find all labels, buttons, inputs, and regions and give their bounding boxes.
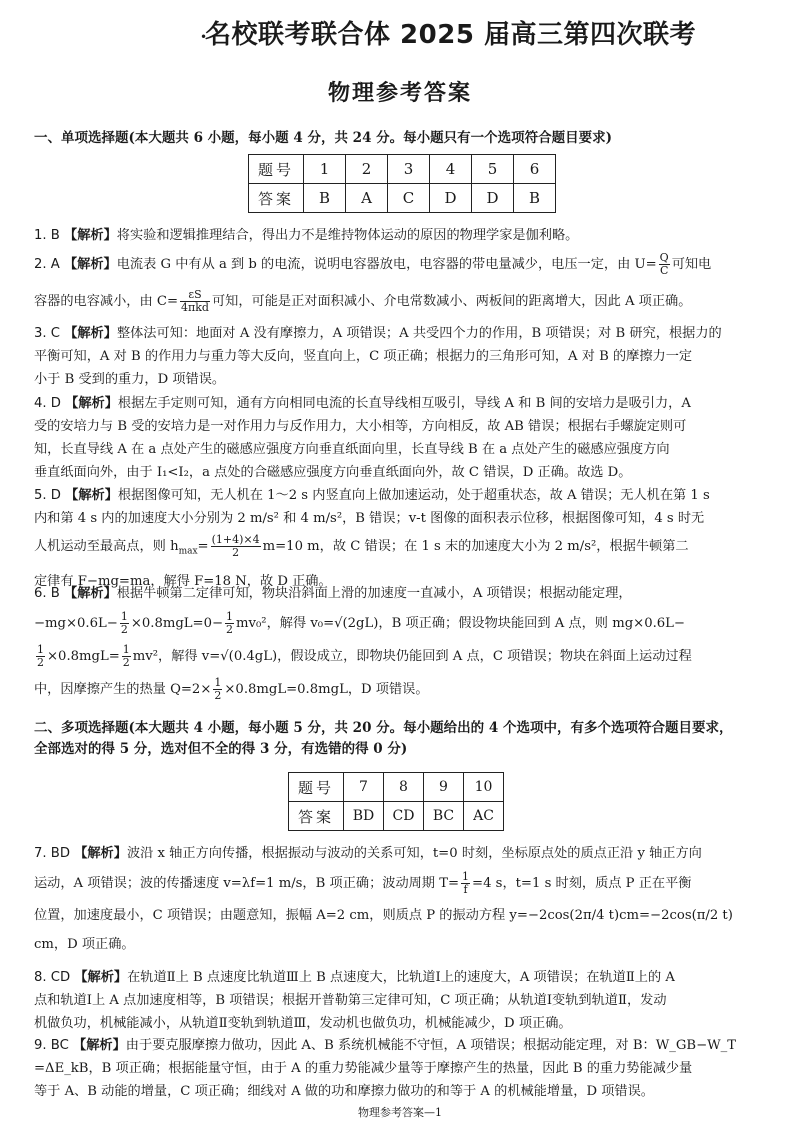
analysis-tag: 【解析】 — [73, 1038, 126, 1053]
table-row — [289, 802, 504, 831]
text-line — [34, 871, 774, 896]
subscript: max — [178, 546, 198, 557]
document-title: 物理参考答案 — [327, 81, 472, 106]
text-span: 电流表 G 中有从 a 到 b 的电流，说明电容器放电，电容器的带电量减少，电压一定，由 U= — [116, 257, 657, 272]
table-header-cell: 答案 — [249, 184, 304, 213]
text-line — [34, 322, 774, 345]
table-cell: B — [304, 184, 346, 213]
bullet-dot: • — [200, 30, 208, 44]
text-line — [34, 224, 774, 247]
table-cell: BD — [344, 802, 384, 831]
analysis-tag: 【解析】 — [64, 586, 117, 601]
question-1-explanation — [34, 224, 774, 247]
text-line: 受的安培力与 B 受的安培力是一对作用力与反作用力，大小相等，方向相反，故 AB 错误；根据右手螺旋定则可 — [34, 419, 687, 434]
fraction-numerator: 1 — [214, 677, 222, 689]
table-cell: 3 — [388, 155, 430, 184]
fraction-denominator: f — [463, 883, 468, 896]
analysis-tag: 【解析】 — [64, 326, 117, 341]
text-line — [34, 611, 774, 636]
text-line: 内和第 4 s 内的加速度大小分别为 2 m/s² 和 4 m/s²，B 错误；v-t 图像的面积表示位移，根据图像可知，4 s 时无 — [34, 511, 705, 526]
text-line — [34, 534, 774, 564]
answer-table-multiple — [288, 772, 504, 831]
analysis-tag: 【解析】 — [74, 970, 128, 985]
table-cell: 4 — [430, 155, 472, 184]
text-span: =4 s，t=1 s 时刻，质点 P 正在平衡 — [472, 876, 692, 891]
question-9-explanation — [34, 1034, 774, 1103]
text-span: 将实验和逻辑推理结合，得出力不是维持物体运动的原因的物理学家是伽利略。 — [116, 228, 579, 243]
question-number: 4. D — [34, 396, 61, 411]
fraction — [225, 611, 234, 636]
fraction — [659, 252, 670, 277]
text-span: 中，因摩擦产生的热量 Q=2× — [34, 682, 212, 697]
text-line: 点和轨道Ⅰ上 A 点加速度相等，B 项错误；根据开普勒第三定律可知，C 项正确；从轨道Ⅰ变轨到轨道Ⅱ，发动 — [34, 993, 667, 1008]
table-cell: D — [472, 184, 514, 213]
question-8-explanation — [34, 966, 774, 1035]
table-cell: D — [430, 184, 472, 213]
question-7-explanation — [34, 842, 774, 956]
text-span: ×0.8mgL=0− — [130, 616, 224, 631]
text-span: ×0.8mgL=0.8mgL，D 项错误。 — [224, 682, 429, 697]
table-cell: 2 — [346, 155, 388, 184]
text-line: 全部选对的得 5 分，选对但不全的得 3 分，有选错的得 0 分) — [34, 741, 408, 757]
fraction — [211, 534, 261, 559]
fraction — [213, 677, 222, 702]
question-5-explanation — [34, 484, 774, 593]
question-number: 6. B — [34, 586, 60, 601]
text-line — [34, 842, 774, 865]
text-span: 整体法可知：地面对 A 没有摩擦力，A 项错误；A 共受四个力的作用，B 项错误；对 B 研究，根据力的 — [116, 326, 722, 341]
fraction — [461, 871, 470, 896]
fraction — [36, 644, 45, 669]
section-multiple-choice-title — [34, 718, 774, 760]
table-row — [289, 773, 504, 802]
question-number: 1. B — [34, 228, 60, 243]
fraction-denominator: 2 — [120, 623, 128, 636]
text-line: 位置，加速度最小，C 项错误；由题意知，振幅 A=2 cm，则质点 P 的振动方程 y=−2cos(2π/4 t)cm=−2cos(π/2 t) — [34, 908, 733, 923]
exam-title: 名校联考联合体 2025 届高三第四次联考 — [205, 20, 696, 50]
question-3-explanation — [34, 322, 774, 391]
table-cell: 9 — [424, 773, 464, 802]
text-span: m=10 m，故 C 错误；在 1 s 末的加速度大小为 2 m/s²，根据牛顿第二 — [262, 539, 689, 554]
text-span: 运动，A 项错误；波的传播速度 v=λf=1 m/s，B 项正确；波动周期 T= — [34, 876, 460, 891]
fraction — [180, 289, 210, 314]
question-6-explanation — [34, 582, 774, 702]
text-span: 容器的电容减小，由 C= — [34, 294, 179, 309]
text-line — [34, 392, 774, 415]
text-line — [34, 252, 774, 277]
text-span: −mg×0.6L− — [34, 616, 118, 631]
text-line: 垂直纸面向外，由于 I₁<I₂，a 点处的合磁感应强度方向垂直纸面向外，故 C 错误，D 正确。故选 D。 — [34, 465, 632, 480]
question-number: 8. CD — [34, 970, 71, 985]
analysis-tag: 【解析】 — [65, 396, 118, 411]
fraction-denominator: 2 — [37, 656, 44, 669]
table-cell: CD — [384, 802, 424, 831]
table-cell: AC — [464, 802, 504, 831]
text-span: 根据图像可知，无人机在 1～2 s 内竖直向上做加速运动，处于超重状态，故 A 错误；无人机在第 1 s — [117, 488, 710, 503]
text-line: 机做负功，机械能减小，从轨道Ⅱ变轨到轨道Ⅲ，发动机也做负功，机械能减少，D 项正确。 — [34, 1016, 572, 1031]
fraction-numerator: 1 — [37, 644, 44, 656]
answer-table-single — [248, 154, 556, 213]
text-span: = — [197, 539, 209, 554]
text-span: 可知，可能是正对面积减小、介电常数减小、两板间的距离增大，因此 A 项正确。 — [211, 294, 692, 309]
text-line — [34, 677, 774, 702]
question-number: 7. BD — [34, 846, 70, 861]
question-4-explanation — [34, 392, 774, 484]
text-line: 二、多项选择题(本大题共 4 小题，每小题 5 分，共 20 分。每小题给出的 4 个选项中，有多个选项符合题目要求， — [34, 720, 733, 736]
text-span: 人机运动至最高点，则 h — [34, 539, 179, 554]
table-row — [249, 155, 556, 184]
section-single-choice-title: 一、单项选择题(本大题共 6 小题，每小题 4 分，共 24 分。每小题只有一个选项符合题目要求) — [34, 130, 613, 146]
table-cell: C — [388, 184, 430, 213]
question-number: 9. BC — [34, 1038, 69, 1053]
text-line: 知，长直导线 A 在 a 点处产生的磁感应强度方向垂直纸面向里，长直导线 B 在 a 点处产生的磁感应强度方向 — [34, 442, 670, 457]
fraction-denominator: 2 — [226, 623, 234, 636]
analysis-tag: 【解析】 — [65, 488, 118, 503]
text-line: 定律有 F−mg=ma，解得 F=18 N，故 D 正确。 — [34, 573, 332, 589]
fraction-denominator: 2 — [122, 656, 130, 669]
table-cell: 7 — [344, 773, 384, 802]
text-line — [34, 289, 774, 314]
fraction-denominator: 4πkd — [181, 301, 209, 314]
fraction-numerator: 1 — [462, 871, 470, 883]
text-line — [34, 484, 774, 507]
fraction-denominator: 2 — [232, 546, 240, 559]
fraction-numerator: (1+4)×4 — [211, 534, 260, 546]
text-span: mv₀²，解得 v₀=√(2gL)，B 项正确；假设物块能回到 A 点，则 mg×0.6L− — [236, 616, 685, 631]
fraction-denominator: C — [659, 264, 669, 277]
text-line — [34, 644, 774, 669]
text-line: =ΔE_kB，B 项正确；根据能量守恒，由于 A 的重力势能减少量等于摩擦产生的热量，因此 B 的重力势能减少量 — [34, 1061, 693, 1076]
text-line: 小于 B 受到的重力，D 项错误。 — [34, 372, 226, 387]
text-span: 在轨道Ⅱ上 B 点速度比轨道Ⅲ上 B 点速度大，比轨道Ⅰ上的速度大，A 项错误；在轨道Ⅱ上的 A — [127, 970, 675, 985]
question-2-explanation — [34, 252, 774, 314]
text-span: 波沿 x 轴正方向传播，根据振动与波动的关系可知，t=0 时刻，坐标原点处的质点正沿 y 轴正方向 — [126, 846, 702, 861]
page-footer: 物理参考答案—1 — [358, 1106, 442, 1119]
text-span: mv²，解得 v=√(0.4gL)，假设成立，即物块仍能回到 A 点，C 项错误；物块在斜面上运动过程 — [132, 649, 692, 664]
table-cell: 10 — [464, 773, 504, 802]
table-cell: 6 — [514, 155, 556, 184]
text-span: 根据牛顿第二定律可知，物块沿斜面上滑的加速度一直减小，A 项错误；根据动能定理， — [116, 586, 632, 601]
text-line — [34, 582, 774, 605]
table-cell: BC — [424, 802, 464, 831]
table-cell: 8 — [384, 773, 424, 802]
table-header-cell: 答案 — [289, 802, 344, 831]
text-span: 根据左手定则可知，通有方向相同电流的长直导线相互吸引，导线 A 和 B 间的安培力是吸引力，A — [117, 396, 691, 411]
table-cell: A — [346, 184, 388, 213]
text-line: cm，D 项正确。 — [34, 937, 135, 952]
fraction-numerator: εS — [180, 289, 210, 302]
table-cell: B — [514, 184, 556, 213]
table-row — [249, 184, 556, 213]
text-span: 由于要克服摩擦力做功，因此 A、B 系统机械能不守恒，A 项错误；根据动能定理，对 B：W_GB−W_T — [125, 1038, 737, 1053]
fraction — [122, 644, 131, 669]
table-cell: 1 — [304, 155, 346, 184]
fraction-numerator: 1 — [226, 611, 234, 623]
text-line: 平衡可知，A 对 B 的作用力与重力等大反向，竖直向上，C 项正确；根据力的三角形可知，A 对 B 的摩擦力一定 — [34, 349, 693, 364]
table-cell: 5 — [472, 155, 514, 184]
analysis-tag: 【解析】 — [64, 257, 117, 272]
fraction — [120, 611, 129, 636]
fraction-numerator: Q — [659, 252, 669, 264]
table-header-cell: 题号 — [249, 155, 304, 184]
text-line: 等于 A、B 动能的增量，C 项正确；细线对 A 做的功和摩擦力做功的和等于 A 的机械能增量，D 项错误。 — [34, 1084, 654, 1099]
text-span: ×0.8mgL= — [47, 649, 120, 664]
question-number: 2. A — [34, 257, 60, 272]
analysis-tag: 【解析】 — [74, 846, 127, 861]
text-span: 可知电 — [671, 257, 712, 272]
analysis-tag: 【解析】 — [64, 228, 117, 243]
text-line — [34, 1034, 774, 1057]
fraction-denominator: 2 — [214, 689, 222, 702]
text-line — [34, 966, 774, 989]
fraction-numerator: 1 — [120, 611, 128, 623]
question-number: 3. C — [34, 326, 60, 341]
table-header-cell: 题号 — [289, 773, 344, 802]
fraction-numerator: 1 — [122, 644, 130, 656]
question-number: 5. D — [34, 488, 61, 503]
